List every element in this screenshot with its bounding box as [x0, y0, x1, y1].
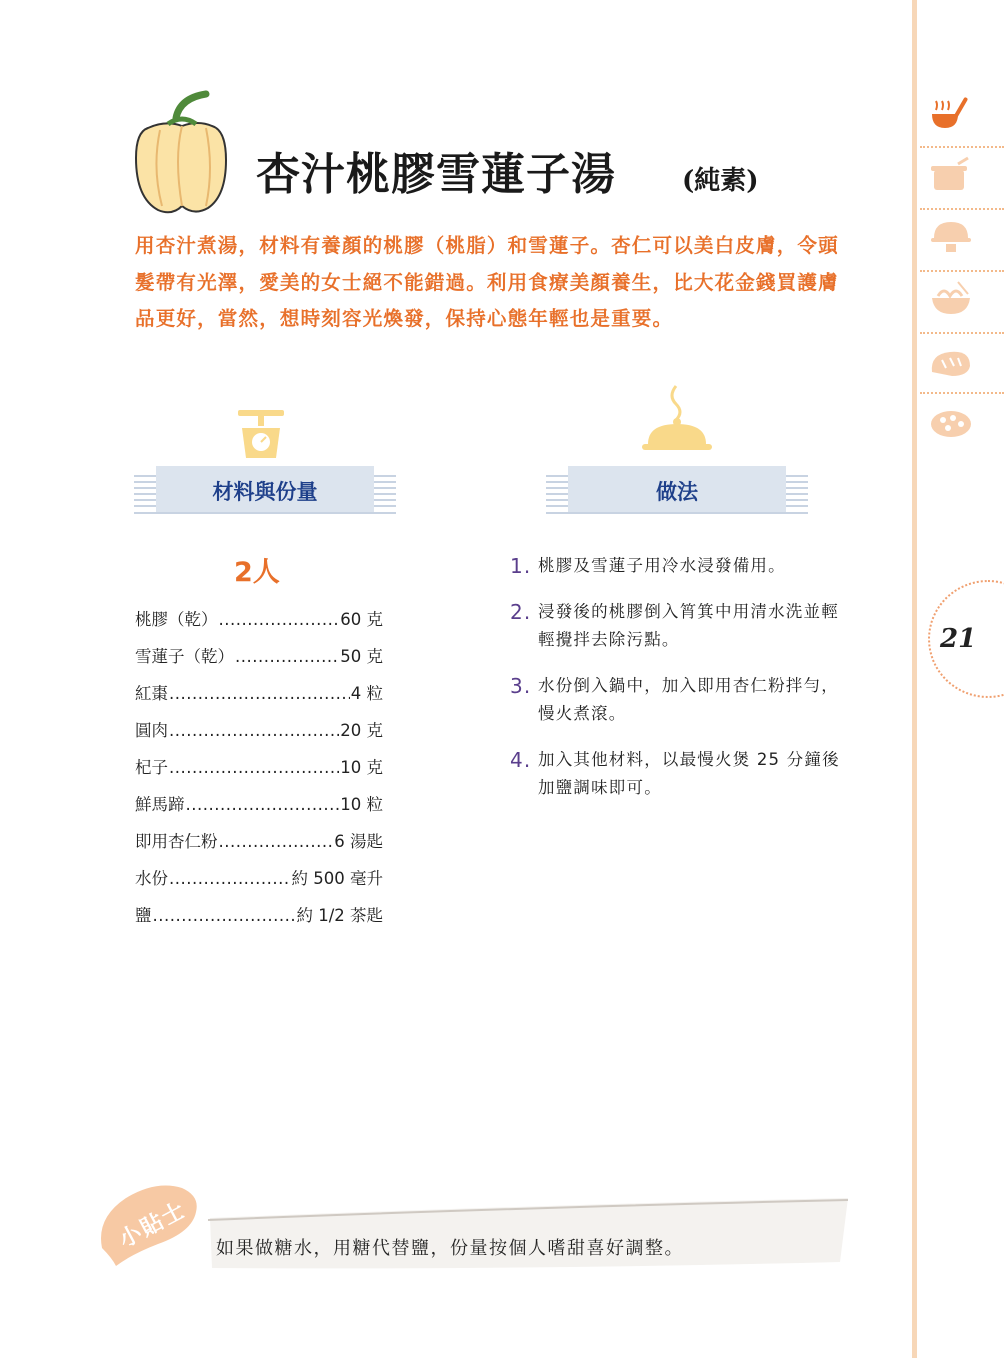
step-number: 1.: [510, 554, 532, 578]
step-text: 水份倒入鍋中，加入即用杏仁粉拌勻，慢火煮滾。: [538, 676, 839, 723]
method-step: [510, 598, 846, 654]
ingredient-name: 桃膠（乾）: [135, 610, 218, 629]
ingredient-amount: 4 粒: [350, 684, 383, 703]
ingredient-amount: 6 湯匙: [334, 832, 383, 851]
ingredient-row: [135, 828, 383, 865]
ingredient-name: 紅棗: [135, 684, 168, 703]
step-number: 2.: [510, 600, 532, 624]
banner-underline: [546, 512, 808, 514]
leader-dots: [169, 758, 339, 777]
ingredient-amount: 約 1/2 茶匙: [296, 906, 383, 925]
ingredient-name: 雪蓮子（乾）: [135, 647, 234, 666]
method-step: [510, 552, 846, 580]
ingredient-name: 鮮馬蹄: [135, 795, 185, 814]
recipe-title-note: (純素): [682, 166, 759, 196]
step-text: 浸發後的桃膠倒入筲箕中用清水洗並輕輕攪拌去除污點。: [538, 602, 839, 649]
method-heading: 做法: [656, 480, 698, 504]
leader-dots: [153, 906, 296, 925]
ingredient-amount: 50 克: [340, 647, 383, 666]
ingredients-banner: [134, 466, 396, 514]
ingredient-row: [135, 865, 383, 902]
step-number: 4.: [510, 748, 532, 772]
bell-pepper-illustration: [128, 88, 236, 218]
ingredient-amount: 60 克: [340, 610, 383, 629]
tip-text: 如果做糖水，用糖代替鹽，份量按個人嗜甜喜好調整。: [216, 1238, 684, 1259]
recipe-intro: 用杏汁煮湯，材料有養顏的桃膠（桃脂）和雪蓮子。杏仁可以美白皮膚，令頭髮帶有光澤，愛美的女士絕不能錯過。利用食療美顏養生，比大花金錢買護膚品更好，當然，想時刻容光煥發，保持心態年輕也是重要。: [135, 234, 839, 330]
ingredient-row: [135, 754, 383, 791]
step-number: 3.: [510, 674, 532, 698]
recipe-title: 杏汁桃膠雪蓮子湯: [256, 149, 616, 200]
leader-dots: [235, 647, 339, 666]
ingredient-amount: 20 克: [340, 721, 383, 740]
banner-underline: [134, 512, 396, 514]
leader-dots: [169, 684, 350, 703]
cake-icon: [928, 402, 974, 442]
leader-dots: [169, 721, 339, 740]
method-banner: [546, 466, 808, 514]
ingredients-heading: 材料與份量: [212, 480, 318, 504]
leader-dots: [219, 832, 334, 851]
step-text: 加入其他材料，以最慢火煲 25 分鐘後加鹽調味即可。: [538, 750, 840, 797]
ingredient-name: 杞子: [135, 758, 168, 777]
ingredient-row: [135, 717, 383, 754]
ingredient-row: [135, 643, 383, 680]
bread-icon: [928, 342, 974, 382]
ingredient-row: [135, 902, 383, 939]
ingredient-row: [135, 791, 383, 828]
page-edge-strip: [912, 0, 917, 1358]
leader-dots: [186, 795, 340, 814]
ingredient-list: [135, 606, 383, 939]
ingredient-amount: 10 粒: [340, 795, 383, 814]
pot-icon: [928, 156, 974, 196]
ingredient-amount: 約 500 毫升: [291, 869, 383, 888]
cloche-icon: [640, 380, 714, 456]
side-divider: [920, 270, 1004, 272]
page-number: 21: [940, 624, 977, 654]
ingredient-name: 鹽: [135, 906, 152, 925]
cloche-icon: [928, 216, 974, 256]
method-steps: [510, 552, 846, 820]
side-divider: [920, 392, 1004, 394]
ingredient-amount: 10 克: [340, 758, 383, 777]
step-text: 桃膠及雪蓮子用冷水浸發備用。: [538, 556, 786, 575]
ingredient-name: 水份: [135, 869, 168, 888]
utensils-icon: [928, 92, 974, 132]
kitchen-scale-icon: [236, 408, 286, 460]
method-step: [510, 672, 846, 728]
ingredient-row: [135, 606, 383, 643]
ingredient-name: 即用杏仁粉: [135, 832, 218, 851]
ingredient-name: 圓肉: [135, 721, 168, 740]
side-divider: [920, 332, 1004, 334]
tip-label: 小貼士: [115, 1197, 191, 1254]
side-divider: [920, 208, 1004, 210]
leader-dots: [169, 869, 291, 888]
ingredient-row: [135, 680, 383, 717]
servings: 2人: [234, 557, 280, 588]
method-step: [510, 746, 846, 802]
leader-dots: [219, 610, 340, 629]
side-divider: [920, 146, 1004, 148]
noodles-icon: [928, 278, 974, 318]
